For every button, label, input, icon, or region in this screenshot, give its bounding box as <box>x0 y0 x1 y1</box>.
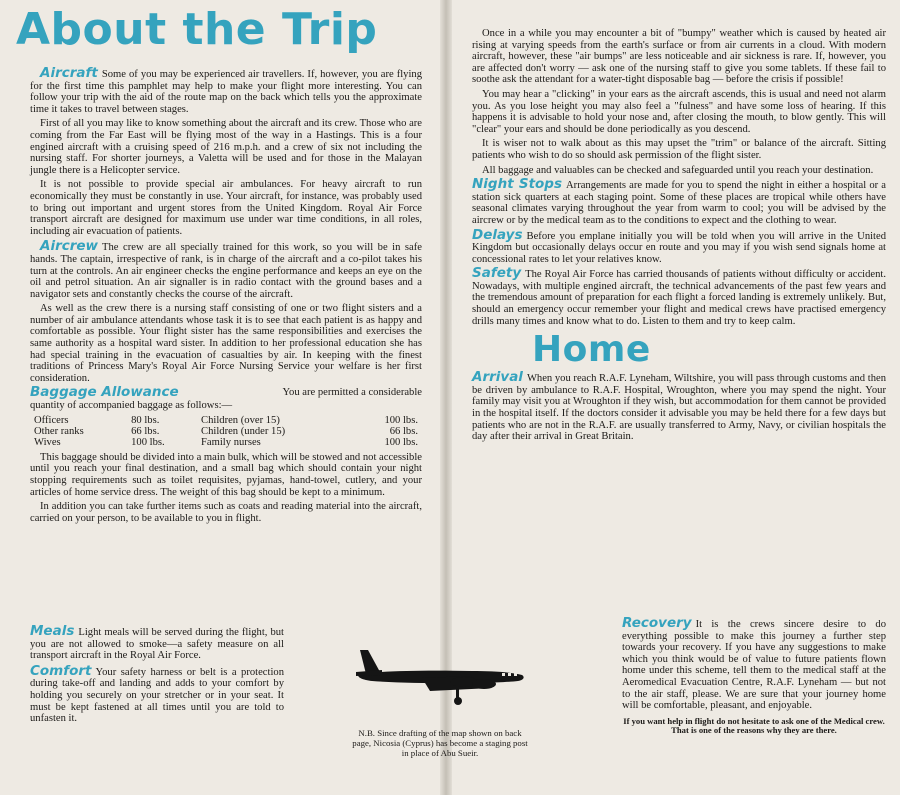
heading-meals: Meals <box>30 623 75 639</box>
night-stops-text: Arrangements are made for you to spend the night in either a hospital or a station sick quarters at each staging point. Some of these places are tropical while others have seasonal climates varying throughout the year from warm to cool; you will be advised by the aircrew or by the medical team as to the conditions to expect and the clothing to wear. <box>472 180 886 226</box>
baggage-intro-b: quantity of accompanied baggage as follows:— <box>30 400 233 412</box>
baggage-cell: 100 lbs. <box>384 414 418 426</box>
delays-text: Before you emplane initially you will be told when you will arrive in the United Kingdom but occasionally delays occur en route and you may if you wish send signals home at concessional rates to let your relatives know. <box>472 230 886 265</box>
baggage-para-2: In addition you can take further items such as coats and reading material into the aircraft, carried on your person, to be available to you in flight. <box>30 501 422 524</box>
map-note: N.B. Since drafting of the map shown on back page, Nicosia (Cyprus) has become a staging post in place of Abu Sueir. <box>352 728 528 758</box>
right-para-4: All baggage and valuables can be checked and safeguarded until you reach your destination. <box>482 164 874 176</box>
table-row <box>30 437 422 448</box>
aircraft-para-3: It is not possible to provide special air ambulances. For heavy aircraft to run economically they must be constantly in use. Your aircraft, for instance, was probably used to bring out important and urgent stores from the United Kingdom. Royal Air Force transport aircraft are designed for maximum use under war time conditions, in all roles, including air evacuation of patients. <box>30 179 422 237</box>
baggage-cell: Family nurses <box>201 437 261 449</box>
right-para-3: It is wiser not to walk about as this may upset the "trim" or balance of the aircraft. Sitting patients who wish to do so should ask permission of the flight sister. <box>472 138 886 161</box>
baggage-table <box>30 415 422 449</box>
section-title-home: Home <box>532 329 651 371</box>
arrival-text: When you reach R.A.F. Lyneham, Wiltshire, you will pass through customs and then be driven by ambulance to R.A.F. Hospital, Wroughton, where you may spend the night. Your family may visit you at Wroughton if they wish, but accommodation for them cannot be provided in the hospital itself. If the doctors consider it advisable you may be held there for a few days but patients who are not in the R.A.F. are usually transferred to Army, Navy, or civilian hospitals the day after their arrival in Great Britain. <box>472 373 886 443</box>
right-column <box>472 28 886 446</box>
baggage-cell: 100 lbs. <box>131 437 165 449</box>
baggage-cell: 66 lbs. <box>131 426 160 438</box>
medical-crew-footnote: If you want help in flight do not hesitate to ask one of the Medical crew. That is one of the reasons why they are there. <box>623 715 885 736</box>
aircraft-para-1: Some of you may be experienced air travellers. If, however, you are flying for the first time this pamphlet may help to make your flight more interesting. You can follow your trip with the aid of the route map on the back which tells you the approximate time it takes to travel between stages. <box>30 69 422 115</box>
baggage-intro-a: You are permitted a considerable <box>282 387 422 399</box>
heading-aircrew: Aircrew <box>40 238 99 255</box>
aircraft-para-2: First of all you may like to know something about the aircraft and its crew. Those who are coming from the Far East will be flying most of the way in a Hastings. This is a four engined aircraft with a cruising speed of 216 m.p.h. and a crew of six not including the nursing staff. For shorter journeys, a Valetta will be used and for those in the Malayan jungle there is a Helicopter service. <box>30 118 422 176</box>
baggage-cell: 100 lbs. <box>384 437 418 449</box>
left-bottom-column <box>30 623 284 728</box>
baggage-cell: Officers <box>34 414 69 426</box>
meals-text: Light meals will be served during the flight, but you are not allowed to smoke—a safety measure on all transport aircraft in the Royal Air Force. <box>30 627 284 662</box>
heading-safety: Safety <box>472 265 522 282</box>
heading-recovery: Recovery <box>622 615 692 631</box>
aircraft-silhouette-icon <box>352 644 528 706</box>
baggage-cell: Other ranks <box>34 426 84 438</box>
aircrew-para-1: The crew are all specially trained for this work, so you will be in safe hands. The captain, irrespective of rank, is in charge of the aircraft and a co-pilot takes his turn at the controls. An air engineer checks the engine performance and keeps an eye on the oil and petrol situation. An air signaller is in radio contact with the ground bases and a navigator sets and constantly checks the course of the aircraft. <box>30 242 422 300</box>
safety-text: The Royal Air Force has carried thousands of patients without difficulty or accident. Nowadays, with multiple engined aircraft, the technical advancements of the past few years and the tremendous amount of preparation for each flight a forced landing is extremely unlikely. But, should an emergency occur remember your flight and medical crews have practised emergency drills many times and know what to do. Listen to them and try to keep calm. <box>472 269 886 327</box>
heading-comfort: Comfort <box>30 662 92 679</box>
table-row <box>30 426 422 437</box>
heading-aircraft: Aircraft <box>40 65 98 81</box>
table-row <box>30 415 422 426</box>
baggage-cell: Children (over 15) <box>201 414 280 426</box>
baggage-cell: Wives <box>34 437 61 449</box>
page-title-about-the-trip: About the Trip <box>16 4 378 55</box>
right-para-2: You may hear a "clicking" in your ears as the aircraft ascends, this is usual and need not alarm you. As you lose height you may also feel a "fulness" and have some loss of hearing. If this happens it is advisable to hold your nose and, after closing the mouth, to blow gently. This will "clear" your ears and should be done periodically as you descend. <box>472 88 886 135</box>
baggage-cell: Children (under 15) <box>201 426 286 438</box>
heading-arrival: Arrival <box>472 369 523 386</box>
aircrew-para-2: As well as the crew there is a nursing staff consisting of one or two flight sisters and a number of air ambulance attendants whose task it is to see that each patient is as happy and comfortable as possible. Your flight sister has the same responsibilities and exercises the same authority as a hospital ward sister. In addition to her professional education she has had special training in the evacuation of casualties by air. In keeping with the finest traditions of Princess Mary's Royal Air Force Nursing Service your welfare is her first consideration. <box>30 303 422 384</box>
comfort-text: Your safety harness or belt is a protection during take-off and landing and adds to your comfort by holding you securely on your stretcher or in your seat. It must be kept fastened at all times until you are told to unfasten it. <box>30 666 284 725</box>
right-para-1: Once in a while you may encounter a bit of "bumpy" weather which is caused by heated air rising at varying speeds from the earth's surface or from air currents in a cloud. With modern aircraft, however, these "air bumps" are less noticeable and air sickness is rare. If, however, you are affected don't worry — ask one of the nursing staff to give you some tablets. If these fail to soothe ask the attendant for a water-tight disposable bag — before the crisis if possible! <box>472 28 886 86</box>
baggage-cell: 80 lbs. <box>131 414 160 426</box>
baggage-cell: 66 lbs. <box>389 426 418 438</box>
heading-delays: Delays <box>472 226 523 243</box>
recovery-text: It is the crews sincere desire to do everything possible to make this journey a further step towards your recovery. If you have any suggestions to make which you think would be of value to future patients flown home under this scheme, tell them to the medical staff at the Aeromedical Evacuation Centre, R.A.F. Lyneham — but not to the air staff, please. We are sure that your journey home will be comfortable, pleasant, and enjoyable. <box>622 619 886 712</box>
baggage-para-1: This baggage should be divided into a main bulk, which will be stowed and not accessible until you reach your final destination, and a small bag which should contain your night stopping requirements such as toilet requisites, pyjamas, hand-towel, cutlery, and your articles of home service dress. The weight of this bag should be kept to a minimum. <box>30 451 422 498</box>
recovery-column <box>622 615 886 739</box>
left-column <box>30 65 422 527</box>
heading-night-stops: Night Stops <box>472 176 563 193</box>
heading-baggage-allowance: Baggage Allowance <box>30 384 179 401</box>
